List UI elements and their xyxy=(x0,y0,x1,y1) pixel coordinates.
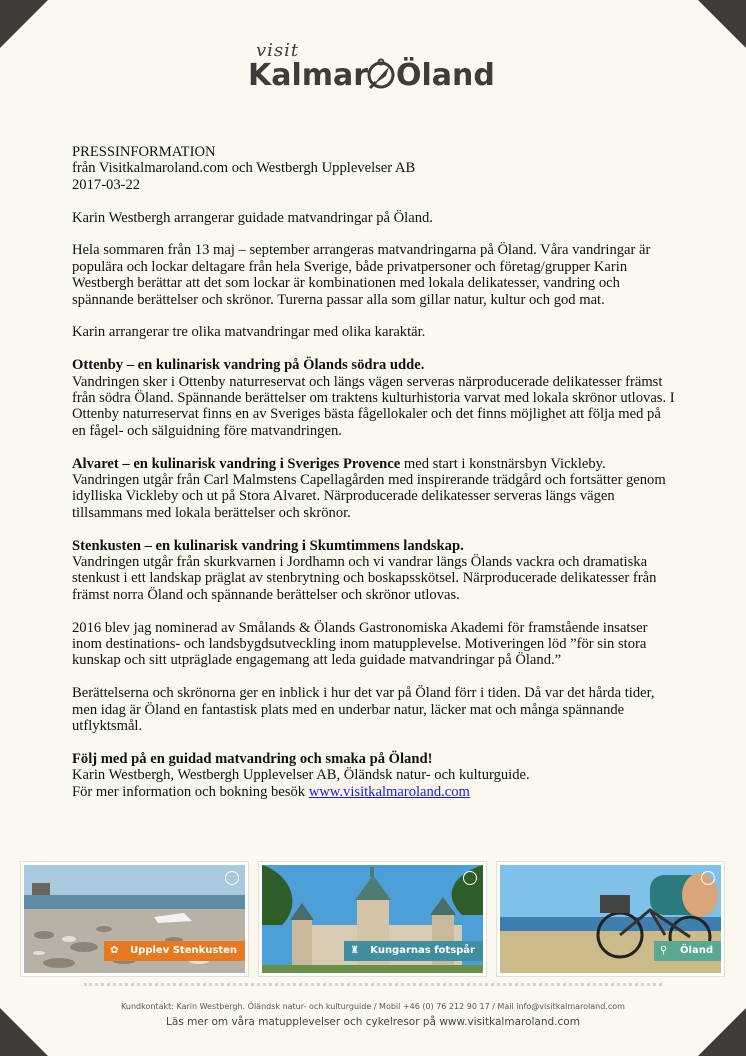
award-paragraph: 2016 blev jag nominerad av Smålands & Ölands Gastronomiska Akademi för framstående insatser inom destinations- och landsbygdsutveckling inom matupplevelse. Motiveringen löd ”för sin stora kunskap och sitt utpräglade engagemang att leda guidade matvandringar på Öland.” xyxy=(72,619,648,669)
summer-paragraph: Hela sommaren från 13 maj – september arrangeras matvandringarna på Öland. Våra vandringar är populära och lockar deltagare från hela Sverige, både privatpersoner och företag/grupper Karin Westbergh berättar att det som lockar är kombinationen med lokala delikatesser, vandring och spännande berättelser och skrönor. Turerna passar alla som gillar natur, kultur och god mat. xyxy=(72,242,651,308)
closing-paragraph xyxy=(72,751,678,800)
walk-alvaret xyxy=(72,456,678,522)
footer-contact: Kundkontakt: Karin Westbergh. Öländsk natur- och kulturguide / Mobil +46 (0) 76 212 90 17 / Mail info@visitkalmaroland.com xyxy=(121,1002,625,1011)
bicycle-icon: ⚲ xyxy=(660,945,668,956)
three-walks-paragraph: Karin arrangerar tre olika matvandringar med olika karaktär. xyxy=(72,324,426,341)
press-source: från Visitkalmaroland.com och Westbergh Upplevelser AB xyxy=(72,160,416,177)
walk-title: Ottenby – en kulinarisk vandring på Ölands södra udde. xyxy=(72,357,425,374)
stories-paragraph: Berättelserna och skrönorna ger en inblick i hur det var på Öland förr i tiden. Då var det hårda tider, men idag är Öland en fantastisk plats med en underbar natur, läcker mat och många spännande utflyktsmål. xyxy=(72,685,655,735)
logo-visit: visit xyxy=(256,40,300,61)
photo-kungarnas xyxy=(259,862,486,976)
closing-sign: Karin Westbergh, Westbergh Upplevelser AB, Öländsk natur- och kulturguide. xyxy=(72,767,530,784)
photo-logo-icon xyxy=(225,871,239,885)
walk-title: Stenkusten – en kulinarisk vandring i Skumtimmens landskap. xyxy=(72,537,464,554)
visit-kalmar-oland-logo xyxy=(248,40,498,100)
food-icon: ✿ xyxy=(110,945,119,956)
press-header xyxy=(72,144,678,193)
footer-tagline: Läs mer om våra matupplevelser och cykelresor på www.visitkalmaroland.com xyxy=(166,1016,580,1028)
castle-icon: ♜ xyxy=(350,945,360,956)
walk-ottenby xyxy=(72,357,678,439)
photo-strip xyxy=(17,862,729,972)
press-release-body xyxy=(72,144,678,817)
walk-stenkusten xyxy=(72,538,678,604)
walk-body: Vandringen sker i Ottenby naturreservat och längs vägen serveras närproducerade delikatesser främst från södra Öland. Spännande berättelser om traktens kulturhistoria varvat med lokala skrönor utlovas. I Ottenby naturreservat finns en av Sveriges bästa fågellokaler och det finns möjlighet att följa med på en fågel- och sälguidning före matvandringen. xyxy=(72,373,675,439)
corner-top-right xyxy=(698,0,746,48)
walk-title-rest: med start i konstnärsbyn Vickleby. xyxy=(400,455,606,472)
badge-label: Kungarnas fotspår xyxy=(370,945,475,956)
press-date: 2017-03-22 xyxy=(72,176,141,193)
badge-oland[interactable] xyxy=(654,941,721,961)
dotted-divider xyxy=(84,983,662,990)
photo-oland xyxy=(497,862,724,976)
badge-kungarnas[interactable] xyxy=(344,941,483,961)
logo-oland: Öland xyxy=(396,58,495,93)
corner-top-left xyxy=(0,0,48,48)
compass-icon xyxy=(364,58,398,92)
photo-logo-icon xyxy=(463,871,477,885)
badge-stenkusten[interactable] xyxy=(104,941,245,961)
logo-kalmar: Kalmar xyxy=(248,58,369,93)
website-link[interactable]: www.visitkalmaroland.com xyxy=(308,783,470,800)
closing-more: För mer information och bokning besök xyxy=(72,783,309,800)
press-label: PRESSINFORMATION xyxy=(72,144,216,160)
intro-paragraph: Karin Westbergh arrangerar guidade matvandringar på Öland. xyxy=(72,209,433,226)
walk-body: Vandringen utgår från skurkvarnen i Jordhamn och vi vandrar längs Ölands vackra och dramatiska stenkust i ett landskap präglat av stenbrytning och boskapsskötsel. Närproducerade delikatesser från främst norra Öland och spännande berättelser och skrönor utlovas. xyxy=(72,554,657,603)
walk-body: Vandringen utgår från Carl Malmstens Capellagården med inspirerande trädgård och fortsätter genom idylliska Vickleby och ut på Stora Alvaret. Närproducerade delikatesser serveras längs vägen tillsammans med lokala berättelser och skrönor. xyxy=(72,472,666,521)
badge-label: Upplev Stenkusten xyxy=(130,945,237,956)
photo-logo-icon xyxy=(701,871,715,885)
walk-title: Alvaret – en kulinarisk vandring i Sveriges Provence xyxy=(72,455,401,472)
closing-title: Följ med på en guidad matvandring och smaka på Öland! xyxy=(72,750,433,767)
photo-stenkusten xyxy=(21,862,248,976)
badge-label: Öland xyxy=(680,945,713,956)
